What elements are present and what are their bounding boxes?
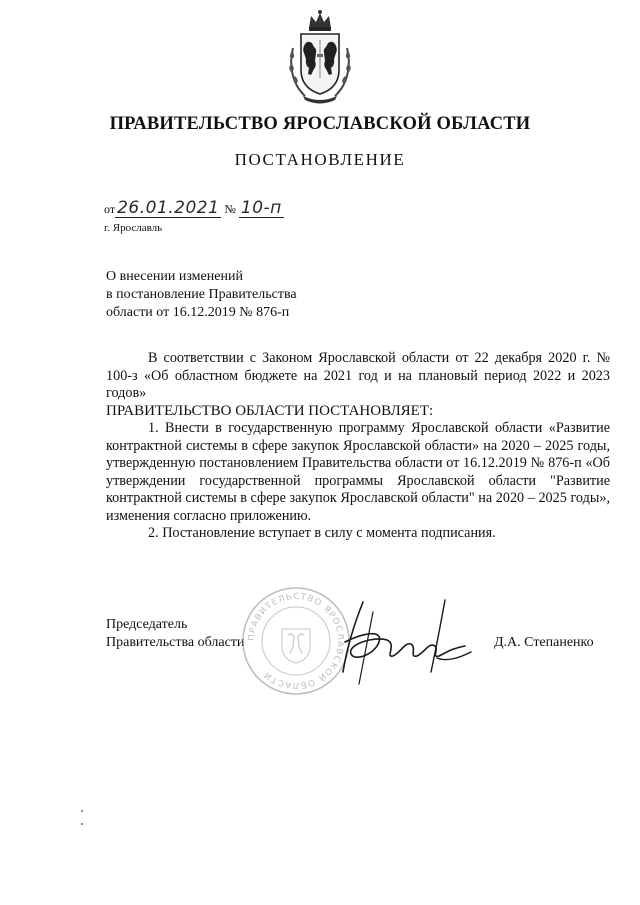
coat-of-arms-icon	[287, 8, 353, 106]
signer-name: Д.А. Степаненко	[494, 635, 594, 650]
subject-line: области от 16.12.2019 № 876-п	[106, 305, 290, 320]
preamble-paragraph: В соответствии с Законом Ярославской области от 22 декабря 2020 г. № 100-з «Об областном бюджете на 2021 год и на плановый период 2022 и 2023 годов»	[106, 350, 610, 401]
chair-position	[106, 616, 244, 652]
subject-line: О внесении изменений	[106, 269, 243, 284]
city-label: г. Ярославль	[104, 222, 163, 234]
date-prefix: от	[104, 202, 116, 216]
position-line: Председатель	[106, 617, 188, 632]
number-value: 10-п	[240, 198, 282, 218]
item-paragraph: 2. Постановление вступает в силу с момента подписания.	[148, 525, 496, 541]
government-title: ПРАВИТЕЛЬСТВО ЯРОСЛАВСКОЙ ОБЛАСТИ	[109, 114, 531, 134]
number-prefix: №	[224, 202, 236, 216]
subject-line: в постановление Правительства	[106, 287, 297, 302]
svg-text:ПРАВИТЕЛЬСТВО ЯРОСЛАВСКОЙ ОБЛА: ПРАВИТЕЛЬСТВО ЯРОСЛАВСКОЙ ОБЛАСТИ	[246, 591, 346, 691]
margin-mark	[80, 808, 84, 828]
document-type: ПОСТАНОВЛЕНИЕ	[234, 150, 406, 169]
position-line: Правительства области	[106, 635, 245, 650]
resolves-heading: ПРАВИТЕЛЬСТВО ОБЛАСТИ ПОСТАНОВЛЯЕТ:	[106, 402, 434, 419]
handwritten-signature	[325, 592, 475, 692]
registration-line	[104, 200, 284, 218]
body-text	[106, 350, 610, 543]
subject-block	[106, 268, 297, 322]
item-paragraph: 1. Внести в государственную программу Ярославской области «Развитие контрактной системы в сфере закупок Ярославской области» на 2020 – 2025 годы, утвержденную постановлением Правительства области от 16.12.2019 № 876-п «Об утверждении государственной программы Ярославской области "Развитие контрактной системы в сфере закупок Ярославской области" на 2020 – 2025 годы», изменения согласно приложению.	[106, 420, 610, 524]
date-value: 26.01.2021	[117, 198, 220, 218]
